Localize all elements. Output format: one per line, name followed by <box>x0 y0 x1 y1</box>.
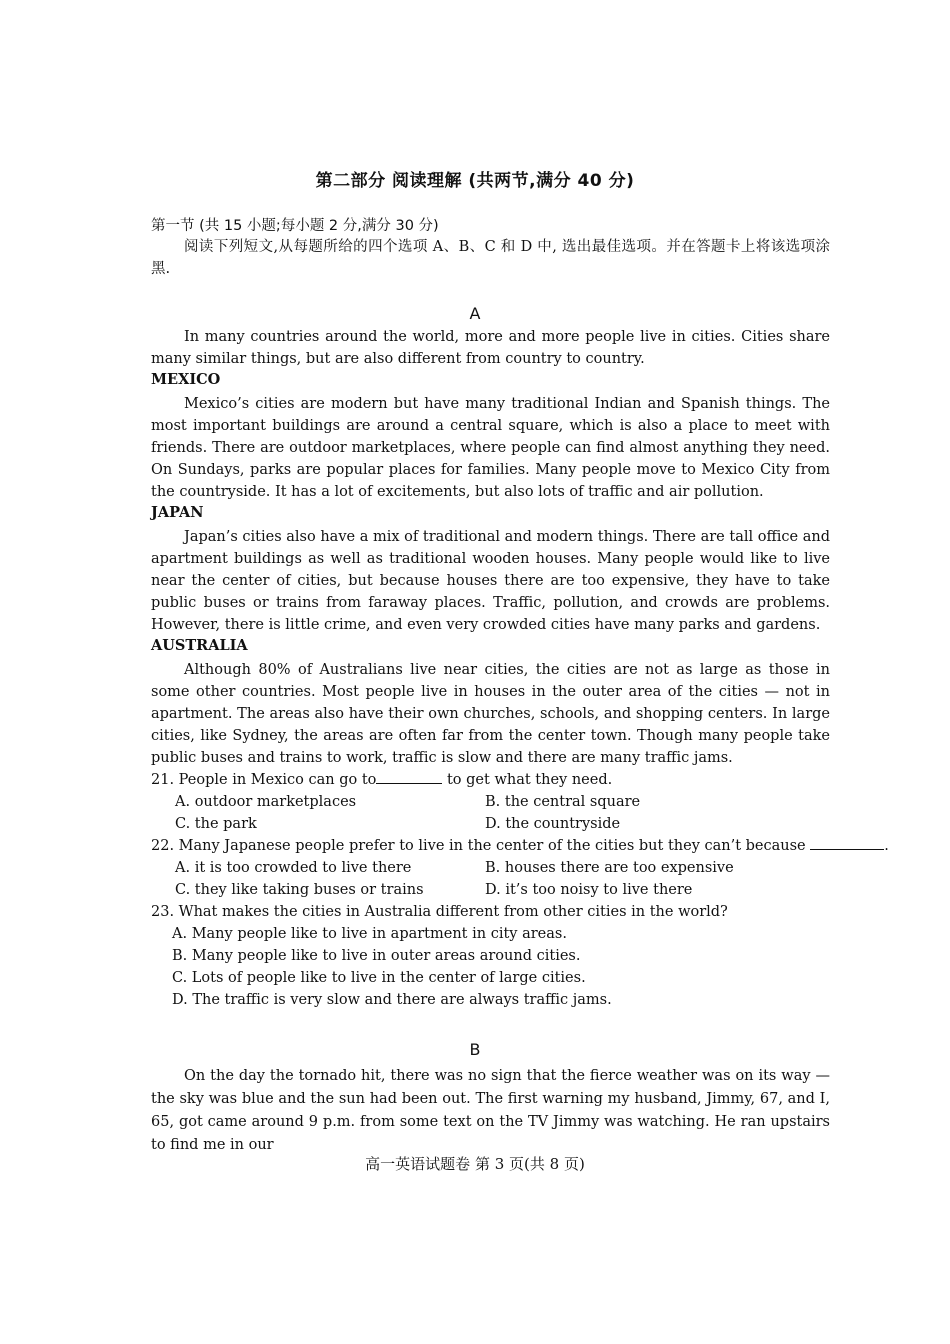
australia-heading: AUSTRALIA <box>151 637 248 654</box>
question-21-option-a: A. outdoor marketplaces <box>175 794 357 810</box>
mexico-heading: MEXICO <box>151 371 221 388</box>
question-23-stem-before: 23. What makes the cities in Australia different from other cities in the world? <box>151 904 728 920</box>
part-title: 第二部分 阅读理解 (共两节,满分 40 分) <box>315 171 635 191</box>
question-21-stem <box>151 769 612 791</box>
question-22-stem-after: . <box>884 838 889 854</box>
question-21-stem-before: 21. People in Mexico can go to <box>151 772 377 788</box>
question-22-option-c: C. they like taking buses or trains <box>175 882 424 898</box>
passage-b-label: B <box>469 1040 481 1059</box>
passage-b-paragraph: On the day the tornado hit, there was no sign that the fierce weather was on its way — the sky was blue and the sun had been out. The first warning my husband, Jimmy, 67, and I, 65, got came around 9 p.m. from some text on the TV Jimmy was watching. He ran upstairs to find me in our <box>151 1068 830 1153</box>
passage-a-label: A <box>469 304 481 323</box>
question-22-stem <box>151 835 889 857</box>
question-22-stem-before: 22. Many Japanese people prefer to live in the center of the cities but they can’t because <box>151 838 811 854</box>
question-23-stem <box>151 901 728 923</box>
question-23-option-c: C. Lots of people like to live in the center of large cities. <box>172 970 586 986</box>
question-21-stem-after: to get what they need. <box>442 772 613 788</box>
question-23-option-a: A. Many people like to live in apartment in city areas. <box>172 926 567 942</box>
question-21-option-d: D. the countryside <box>485 816 621 832</box>
page-footer: 高一英语试题卷 第 3 页(共 8 页) <box>365 1155 585 1173</box>
passage-a-intro: In many countries around the world, more and more people live in cities. Cities share many similar things, but are also different from country to country. <box>151 329 830 367</box>
question-23-option-b: B. Many people like to live in outer areas around cities. <box>172 948 581 964</box>
answer-blank <box>810 835 884 850</box>
mexico-paragraph: Mexico’s cities are modern but have many traditional Indian and Spanish things. The most important buildings are around a central square, which is also a place to meet with friends. There are outdoor marketplaces, where people can find almost anything they need. On Sundays, parks are popular places for families. Many people move to Mexico City from the countryside. It has a lot of excitements, but also lots of traffic and air pollution. <box>151 396 830 500</box>
section-instruction: 阅读下列短文,从每题所给的四个选项 A、B、C 和 D 中, 选出最佳选项。并在答题卡上将该选项涂黑. <box>151 239 830 277</box>
question-22-option-a: A. it is too crowded to live there <box>175 860 412 876</box>
question-21-option-b: B. the central square <box>485 794 641 810</box>
question-21-option-c: C. the park <box>175 816 257 832</box>
question-22-option-d: D. it’s too noisy to live there <box>485 882 693 898</box>
japan-heading: JAPAN <box>151 504 204 521</box>
japan-paragraph: Japan’s cities also have a mix of traditional and modern things. There are tall office and apartment buildings as well as traditional wooden houses. Many people would like to live near the center of cities, but because houses there are too expensive, they have to take public buses or trains from faraway places. Traffic, pollution, and crowds are problems. However, there is little crime, and even very crowded cities have many parks and gardens. <box>151 529 830 633</box>
answer-blank <box>376 769 442 784</box>
question-23-option-d: D. The traffic is very slow and there are always traffic jams. <box>172 992 612 1008</box>
question-22-option-b: B. houses there are too expensive <box>485 860 734 876</box>
section-heading: 第一节 (共 15 小题;每小题 2 分,满分 30 分) <box>151 218 439 234</box>
australia-paragraph: Although 80% of Australians live near cities, the cities are not as large as those in some other countries. Most people live in houses in the outer area of the cities — not in apartment. The areas also have their own churches, schools, and shopping centers. In large cities, like Sydney, the areas are often far from the center town. Though many people take public buses and trains to work, traffic is slow and there are many traffic jams. <box>151 662 830 766</box>
